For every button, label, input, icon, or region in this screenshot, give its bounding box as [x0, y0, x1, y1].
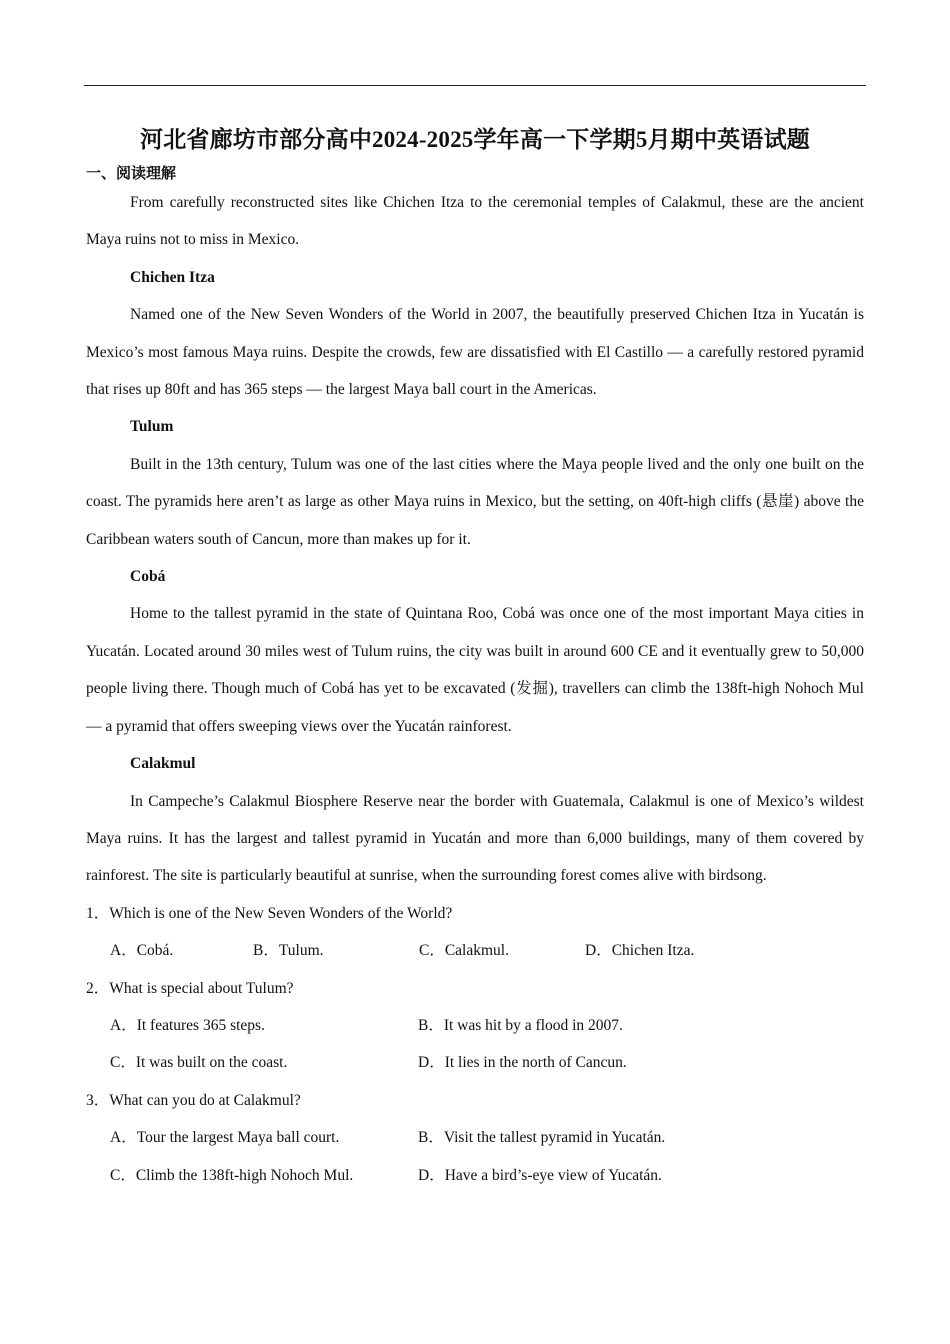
question-2-options	[86, 1007, 864, 1082]
question-1-option-b[interactable]: B．Tulum.	[253, 942, 324, 960]
site-heading-coba: Cobá	[130, 568, 166, 586]
question-3-option-b[interactable]: B．Visit the tallest pyramid in Yucatán.	[418, 1129, 666, 1147]
header-rule	[84, 85, 866, 86]
site-text-tulum: Built in the 13th century, Tulum was one of the last cities where the Maya people lived and the only one built on the coast. The pyramids here aren’t as large as other Maya ruins in Mexico, but the setting, on 40ft-high cliffs (悬崖) above the Caribbean waters south of Cancun, more than makes up for it.	[86, 455, 864, 548]
question-3-option-c[interactable]: C．Climb the 138ft-high Nohoch Mul.	[110, 1166, 354, 1184]
question-1: 1．Which is one of the New Seven Wonders of the World?	[86, 904, 453, 922]
question-1-option-a[interactable]: A．Cobá.	[110, 942, 174, 960]
question-3: 3．What can you do at Calakmul?	[86, 1091, 301, 1109]
question-3-option-d[interactable]: D．Have a bird’s-eye view of Yucatán.	[418, 1166, 662, 1184]
question-1-options	[86, 932, 864, 969]
question-2-option-d[interactable]: D．It lies in the north of Cancun.	[418, 1054, 627, 1072]
document-body	[86, 110, 864, 1194]
question-1-option-c[interactable]: C．Calakmul.	[419, 942, 509, 960]
section-heading: 一、阅读理解	[86, 164, 177, 182]
intro-paragraph: From carefully reconstructed sites like Chichen Itza to the ceremonial temples of Calakmul, these are the ancient Maya ruins not to miss in Mexico.	[86, 194, 864, 249]
question-1-option-d[interactable]: D．Chichen Itza.	[585, 942, 695, 960]
question-2-option-b[interactable]: B．It was hit by a flood in 2007.	[418, 1016, 623, 1034]
site-text-calakmul: In Campeche’s Calakmul Biosphere Reserve near the border with Guatemala, Calakmul is one of Mexico’s wildest Maya ruins. It has the largest and tallest pyramid in Yucatán and more than 6,000 buildings, many of them covered by rainforest. The site is particularly beautiful at sunrise, when the surrounding forest comes alive with birdsong.	[86, 792, 864, 885]
question-2: 2．What is special about Tulum?	[86, 979, 294, 997]
site-text-coba: Home to the tallest pyramid in the state of Quintana Roo, Cobá was once one of the most important Maya cities in Yucatán. Located around 30 miles west of Tulum ruins, the city was built in around 600 CE and it eventually grew to 50,000 people living there. Though much of Cobá has yet to be excavated (发掘), travellers can climb the 138ft-high Nohoch Mul — a pyramid that offers sweeping views over the Yucatán rainforest.	[86, 605, 864, 735]
question-2-option-c[interactable]: C．It was built on the coast.	[110, 1054, 288, 1072]
question-2-option-a[interactable]: A．It features 365 steps.	[110, 1016, 265, 1034]
question-3-options	[86, 1119, 864, 1194]
site-heading-calakmul: Calakmul	[130, 755, 196, 773]
question-3-option-a[interactable]: A．Tour the largest Maya ball court.	[110, 1129, 340, 1147]
site-heading-chichen-itza: Chichen Itza	[130, 268, 215, 286]
site-heading-tulum: Tulum	[130, 418, 174, 436]
site-text-chichen-itza: Named one of the New Seven Wonders of the World in 2007, the beautifully preserved Chichen Itza in Yucatán is Mexico’s most famous Maya ruins. Despite the crowds, few are dissatisfied with El Castillo — a carefully restored pyramid that rises up 80ft and has 365 steps — the largest Maya ball court in the Americas.	[86, 306, 864, 399]
page-title: 河北省廊坊市部分高中2024-2025学年高一下学期5月期中英语试题	[140, 127, 810, 152]
